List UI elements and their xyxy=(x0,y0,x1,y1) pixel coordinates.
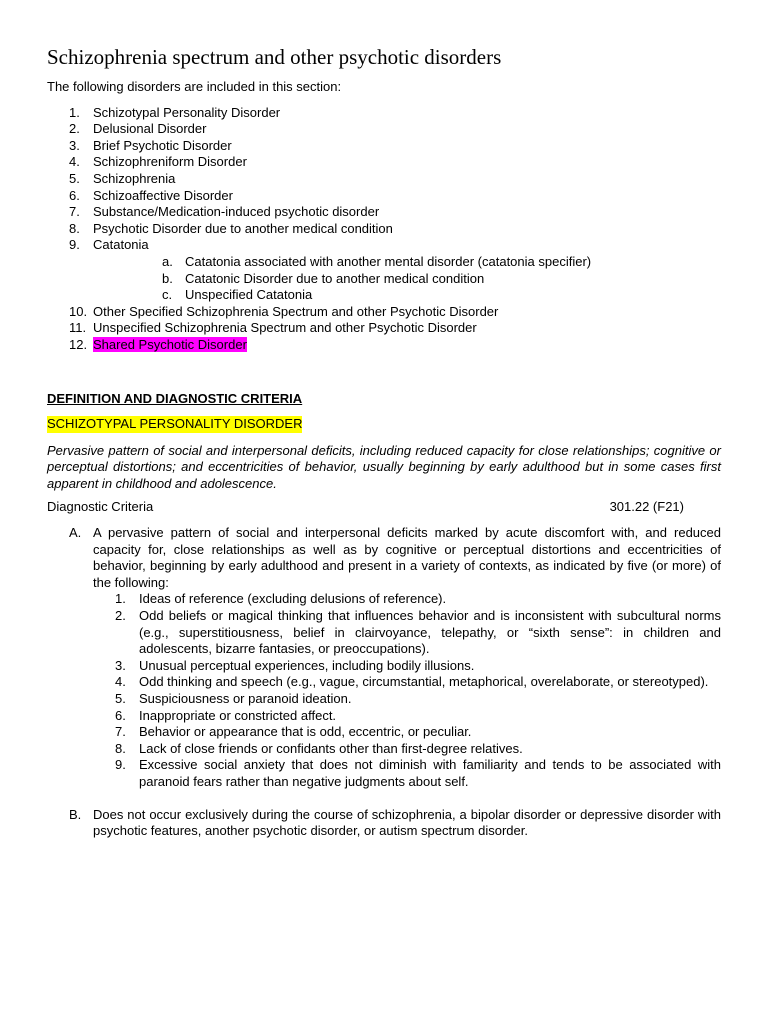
criterion-item xyxy=(93,724,721,741)
criterion-a xyxy=(47,525,721,791)
list-item xyxy=(47,237,721,303)
disorder-list xyxy=(47,105,721,354)
criterion-item-number: 7. xyxy=(115,724,126,740)
catatonia-sublist xyxy=(93,254,721,304)
sublist-letter: c. xyxy=(162,287,173,303)
intro-text: The following disorders are included in this section: xyxy=(47,79,342,94)
criterion-item-number: 5. xyxy=(115,691,126,706)
document-title: Schizophrenia spectrum and other psychotic disorders xyxy=(47,45,502,69)
list-item-text: Schizotypal Personality Disorder xyxy=(93,104,281,120)
criterion-b xyxy=(47,807,721,840)
list-item xyxy=(47,105,721,122)
criterion-item-number: 9. xyxy=(115,757,126,773)
list-item xyxy=(47,171,721,188)
list-item xyxy=(47,154,721,171)
criterion-item-text: Odd beliefs or magical thinking that influences behavior and is inconsistent with subcultural norms (e.g., superstitiousness, belief in clairvoyance, telepathy, or “sixth sense”: in children and adolescents, bizarre fantasies, or preoccupations). xyxy=(139,608,721,657)
list-item xyxy=(47,204,721,221)
list-number: 10. xyxy=(69,303,88,319)
definition-paragraph: Pervasive pattern of social and interpersonal deficits, including reduced capacity for close relationships; cognitive or perceptual distortions; and eccentricities of behavior, usually beginning by early adulthood but in some cases first apparent in childhood and adolescence. xyxy=(47,442,721,491)
list-item-text: Unspecified Schizophrenia Spectrum and other Psychotic Disorder xyxy=(93,320,477,336)
list-item-text: Schizoaffective Disorder xyxy=(93,187,233,203)
list-item xyxy=(47,188,721,205)
list-number: 9. xyxy=(69,237,80,253)
list-item xyxy=(47,337,721,354)
criterion-item-number: 3. xyxy=(115,657,126,673)
list-item xyxy=(47,221,721,238)
list-item-text: Schizophreniform Disorder xyxy=(93,154,247,170)
criterion-item-number: 4. xyxy=(115,674,126,690)
list-number: 2. xyxy=(69,121,80,137)
list-number: 11. xyxy=(69,320,87,336)
list-number: 6. xyxy=(69,187,80,203)
list-number: 8. xyxy=(69,220,80,236)
criterion-item xyxy=(93,674,721,691)
criterion-item-text: Inappropriate or constricted affect. xyxy=(139,707,337,723)
criterion-item xyxy=(93,591,721,608)
list-number: 1. xyxy=(69,104,80,120)
criterion-text: A pervasive pattern of social and interpersonal deficits marked by acute discomfort with, and reduced capacity for, close relationships as well as by cognitive or perceptual distortions and eccentricities of behavior, beginning by early adulthood and present in a variety of contexts, as indicated by five (or more) of the following: xyxy=(93,525,721,590)
criteria-header xyxy=(47,499,721,516)
criterion-item xyxy=(93,741,721,758)
document-page xyxy=(47,42,721,840)
sublist-letter: a. xyxy=(162,253,173,269)
section-heading: DEFINITION AND DIAGNOSTIC CRITERIA xyxy=(47,390,303,406)
sublist-item-text: Catatonic Disorder due to another medical condition xyxy=(185,270,485,286)
criterion-text: Does not occur exclusively during the course of schizophrenia, a bipolar disorder or depressive disorder with psychotic features, another psychotic disorder, or autism spectrum disorder. xyxy=(93,806,721,839)
criterion-item-text: Odd thinking and speech (e.g., vague, circumstantial, metaphorical, overelaborate, or stereotyped). xyxy=(139,674,709,690)
list-item-text: Schizophrenia xyxy=(93,170,176,186)
list-number: 3. xyxy=(69,137,80,153)
criterion-item-number: 6. xyxy=(115,707,126,723)
sublist-letter: b. xyxy=(162,270,173,286)
list-item-text: Psychotic Disorder due to another medical condition xyxy=(93,220,393,236)
highlighted-list-item-text: Shared Psychotic Disorder xyxy=(93,336,247,352)
criterion-item xyxy=(93,608,721,658)
criterion-item xyxy=(93,757,721,790)
criteria-code: 301.22 (F21) xyxy=(609,499,684,515)
criterion-letter: A. xyxy=(69,525,82,541)
sublist-item-text: Catatonia associated with another mental disorder (catatonia specifier) xyxy=(185,253,592,269)
criterion-item-text: Lack of close friends or confidants other than first-degree relatives. xyxy=(139,740,523,756)
criterion-item xyxy=(93,708,721,725)
list-item xyxy=(47,138,721,155)
list-number: 12. xyxy=(69,336,88,352)
list-item xyxy=(47,304,721,321)
subheading: SCHIZOTYPAL PERSONALITY DISORDER xyxy=(47,416,303,432)
list-item xyxy=(47,121,721,138)
criterion-item-number: 2. xyxy=(115,608,126,624)
criterion-item xyxy=(93,658,721,675)
criteria-label: Diagnostic Criteria xyxy=(47,499,154,515)
list-item-text: Brief Psychotic Disorder xyxy=(93,137,232,153)
sublist-item xyxy=(93,271,721,288)
criterion-item-text: Unusual perceptual experiences, including bodily illusions. xyxy=(139,657,475,673)
list-number: 7. xyxy=(69,204,80,220)
criterion-item-number: 8. xyxy=(115,740,126,756)
criterion-item xyxy=(93,691,721,708)
criterion-letter: B. xyxy=(69,806,82,822)
sublist-item xyxy=(93,287,721,304)
criterion-item-text: Excessive social anxiety that does not diminish with familiarity and tends to be associated with paranoid fears rather than negative judgments about self. xyxy=(139,757,721,789)
list-item-text: Other Specified Schizophrenia Spectrum and other Psychotic Disorder xyxy=(93,303,499,319)
criterion-item-number: 1. xyxy=(115,591,126,607)
criterion-item-text: Suspiciousness or paranoid ideation. xyxy=(139,691,352,706)
list-number: 4. xyxy=(69,154,80,170)
sublist-item xyxy=(93,254,721,271)
criterion-a-items xyxy=(93,591,721,790)
list-item-text: Catatonia xyxy=(93,237,149,253)
sublist-item-text: Unspecified Catatonia xyxy=(185,287,313,303)
list-item-text: Delusional Disorder xyxy=(93,121,207,137)
criterion-item-text: Ideas of reference (excluding delusions of reference). xyxy=(139,591,447,607)
criterion-item-text: Behavior or appearance that is odd, eccentric, or peculiar. xyxy=(139,724,472,740)
list-number: 5. xyxy=(69,170,80,186)
list-item xyxy=(47,320,721,337)
list-item-text: Substance/Medication-induced psychotic disorder xyxy=(93,204,380,220)
